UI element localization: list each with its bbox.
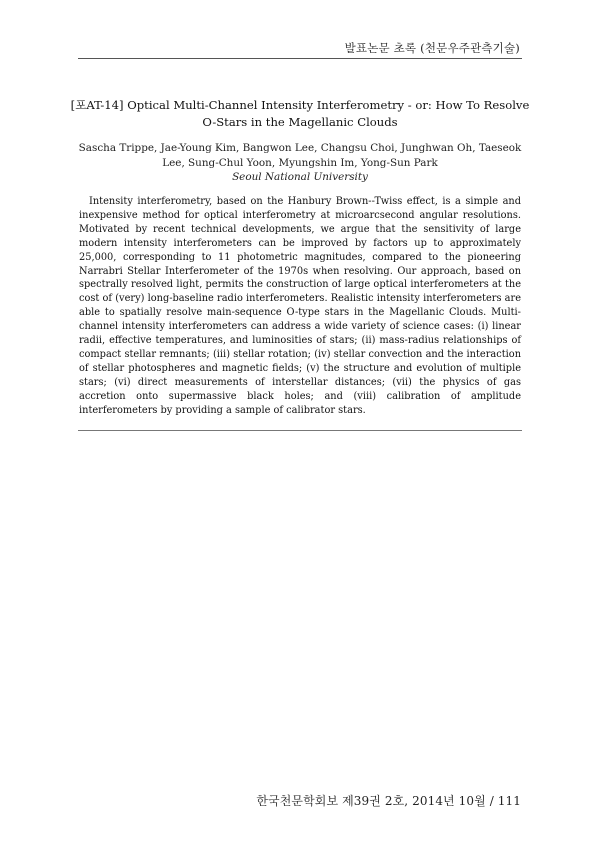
running-header: 발표논문 초록 (천문우주관측기술) [344, 41, 520, 55]
author-list: Sascha Trippe, Jae-Young Kim, Bangwon Lee, Changsu Choi, Junghwan Oh, Taeseok Lee, Sung-Chul Yoon, Myungshin Im, Yong-Sun Park [78, 142, 522, 169]
header-divider [78, 58, 522, 59]
page-footer: 한국천문학회보 제39권 2호, 2014년 10월 / 111 [256, 794, 521, 808]
author-affiliation: Seoul National University [232, 171, 368, 183]
paper-title: [포AT-14] Optical Multi-Channel Intensity Interferometry - or: How To Resolve O-Stars in the Magellanic Clouds [70, 98, 530, 129]
abstract-text: Intensity interferometry, based on the Hanbury Brown--Twiss effect, is a simple and inexpensive method for optical interferometry at microarcsecond angular resolutions. Motivated by recent technical developments, we argue that the sensitivity of large modern intensity interferometers can be improved by factors up to approximately 25,000, corresponding to 11 photometric magnitudes, compared to the pioneering Narrabri Stellar Interferometer of the 1970s when resolving. Our approach, based on spectrally resolved light, permits the construction of large optical interferometers at the cost of (very) long-baseline radio interferometers. Realistic intensity interferometers are able to spatially resolve main-sequence O-type stars in the Magellanic Clouds. Multi-channel intensity interferometers can address a wide variety of science cases: (i) linear radii, effective temperatures, and luminosities of stars; (ii) mass-radius relationships of compact stellar remnants; (iii) stellar rotation; (iv) stellar convection and the interaction of stellar photospheres and magnetic fields; (v) the structure and evolution of multiple stars; (vi) direct measurements of interstellar distances; (vii) the physics of gas accretion onto supermassive black holes; and (viii) calibration of amplitude interferometers by providing a sample of calibrator stars. [79, 196, 521, 416]
abstract-divider [78, 430, 522, 431]
